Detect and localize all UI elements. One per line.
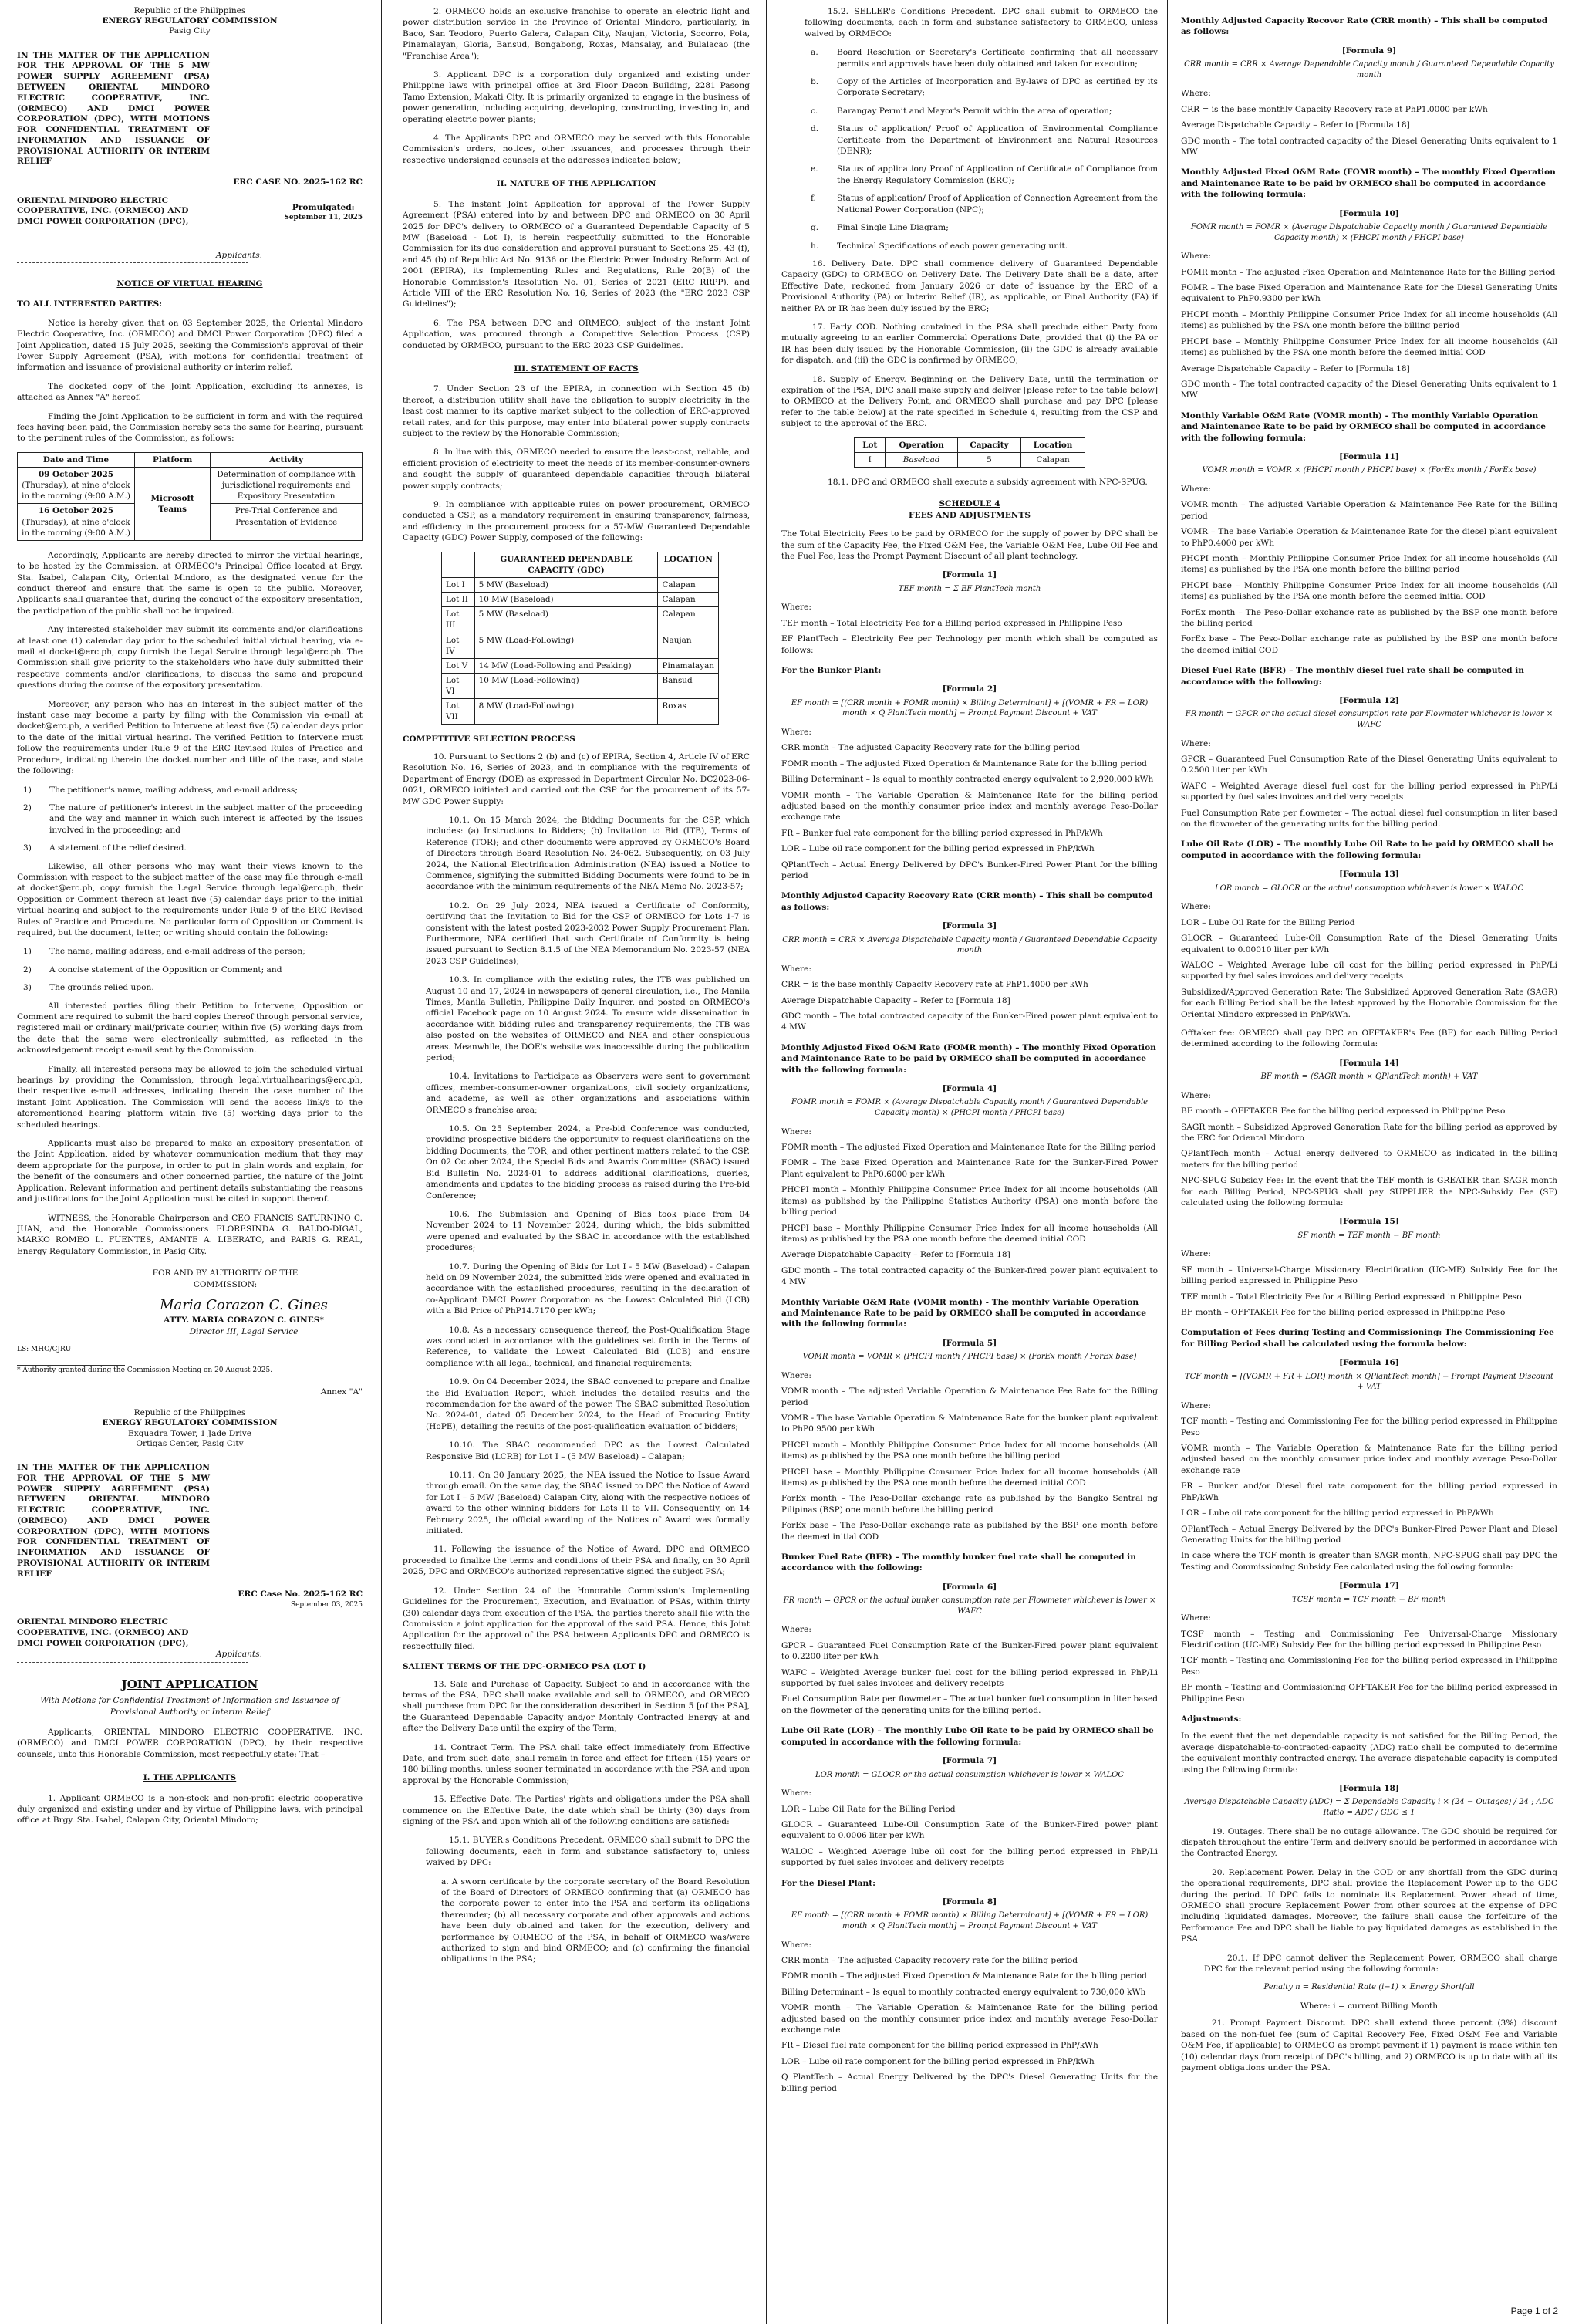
subsection-heading: For the Bunker Plant: (781, 665, 882, 675)
hearing-activity: Pre-Trial Conference and Presentation of Evidence (211, 504, 363, 540)
formula-label: [Formula 12] (1339, 696, 1399, 706)
table-row: Lot IV 5 MW (Load-Following) Naujan (442, 633, 719, 658)
table-row: Lot II 10 MW (Baseload) Calapan (442, 593, 719, 607)
definition: PHCPI base – Monthly Philippine Consumer Price Index for all income households (All items) as published by the PSA one month before the deemed initial COD (1181, 336, 1557, 358)
commission-name: ENERGY REGULATORY COMMISSION (102, 16, 278, 26)
formula-equation: EF month = [(CRR month + FOMR month) × Billing Determinant] + [(VOMR + FR + LOR) month × Q PlantTech month] − Prompt Payment Discount + VAT (791, 698, 1149, 718)
notice-paragraph: Accordingly, Applicants are hereby directed to mirror the virtual hearings, to be hosted by the Commission, at ORMECO's Principal Office located at Brgy. Sta. Isabel, Calapan City, Oriental Mindoro, as the designated venue for the conduct thereof and ensure that the same is open to the public. Moreover, Applicants shall guarantee that, during the conduct of the expository presentation, the participation of the public shall not be impaired. (17, 550, 363, 616)
definition: GPCR – Guaranteed Fuel Consumption Rate of the Diesel Generating Units equivalent to 0.2500 liter per kWh (1181, 755, 1557, 775)
definition: Average Dispatchable Capacity – Refer to [Formula 18] (781, 995, 1010, 1005)
parties: ORIENTAL MINDORO ELECTRIC COOPERATIVE, INC. (ORMECO) AND DMCI POWER CORPORATION (DPC), (17, 1617, 189, 1648)
column-3: 15.2. SELLER's Conditions Precedent. DPC shall submit to ORMECO the following documents, each in form and substance satisfactory to ORMECO, unless waived by ORMECO: a. Board Resolution or Secretary's Certificate confirming that all necessary permits and approvals have been duly obtained and taken for execution; b. Copy of the Articles of Incorporation and By-laws of DPC as certified by its Corporate Secretary; c. Barangay Permit and Mayor's Permit within the area of operation; d. Status of application/ Proof of Application of Environmental Compliance Certificate from the Department of Environment and Natural Resources (DENR); e. Status of application/ Proof of Application of Certificate of Compliance from the Energy Regulatory Commission (ERC); f. Status of application/ Proof of Application of Connection Agreement from the National Power Corporation (NPC); g. Final Single Line Diagram; h. Technical Specifications of each power generating unit. 16. Delivery Date. DPC shall commence delivery of Guaranteed Dependable Capacity (GDC) to ORMECO on Delivery Date. The Delivery Date shall be a date, after Effective Date, reckoned from January 2026 or date of issuance by the ERC of a Provisional Authority (PA) or Interim Relief (IR), as applicable, or Final Authority (FA) if neither PA or IR has been duly issued by the ERC; 17. Early COD. Nothing contained in the PSA shall preclude either Party from mutually agreeing to an earlier Commercial Operations Date, provided that (i) the PA or IR has been duly issued by the Honorable Commission, (ii) the GDC is already available for dispatch, and (iii) the GDC is confirmed by ORMECO; 18. Supply of Energy. Beginning on the Delivery Date, until the termination or expiration of the PSA, DPC shall make supply and deliver [please refer to the table below] to ORMECO at the Delivery Point, and ORMECO shall purchase and pay DPC [please refer to the table below] at the rate specified in Schedule 4, resulting from the CSP and subject to the approval of the ERC. Lot Operation Capacity Location I Baseload 5 Calapan 18.1. DPC and ORMECO shall execute a subsidy agreement with NPC-SPUG. SCHEDULE 4 FEES AND ADJUSTMENTS The Total Electricity Fees to be paid by ORMECO for the supply of power by DPC shall be the sum of the Capacity Fee, the Fixed O&M Fee, the Variable O&M Fee, Lube Oil Fee and the Fuel Fee, less the Prompt Payment Discount of all plant technology. [Formula 1] TEF month = Σ EF PlantTech month Where: TEF month – Total Electricity Fee for a Billing period expressed in Philippine Peso EF PlantTech – Electricity Fee per Technology per month which shall be computed as follows: For the Bunker Plant: [Formula 2] EF month = [(CRR month + FOMR month) × Billing Determinant] + [(VOMR + FR + LOR) month × Q PlantTech month] − Prompt Payment Discount + VAT Where: CRR month – The adjusted Capacity Recovery rate for the billing period FOMR month – The adjusted Fixed Operation & Maintenance Rate for the billing period Billing Determinant – Is equal to monthly contracted energy equivalent to 2,920,000 kWh VOMR month – The Variable Operation & Maintenance Rate for the billing period adjusted based on the monthly consumer price index and monthly average Peso-Dollar exchange rate FR – Bunker fuel rate component for the billing period expressed in PhP/kWh LOR – Lube oil rate component for the billing period expressed in PhP/kWh QPlantTech – Actual Energy Delivered by DPC's Bunker-Fired Power Plant for the billing period Monthly Adjusted Capacity Recovery Rate (CRR month) – This shall be computed as follows: [Formula 3] CRR month = CRR × Average Dispatchable Capacity month / Guaranteed Dependable Capacity month Where: CRR = is the base monthly Capacity Recovery rate at PhP1.4000 per kWh Average Dispatchable Capacity – Refer to [Formula 18] GDC month – The total contracted capacity of the Bunker-Fired power plant equivalent to 4 MW Monthly Adjusted Fixed O&M Rate (FOMR month) – The monthly Fixed Operation and Maintenance Rate to be paid by ORMECO shall be computed in accordance with the following formula: [Formula 4] FOMR month = FOMR × (Average Dispatchable Capacity month / Guaranteed Dependable Capacity month) × (PHCPI month / PHCPI base) Where: FOMR month – The adjusted Fixed Operation and Maintenance Rate for the Billing period FOMR – The base Fixed Operation and Maintenance Rate for the Bunker-Fired Power Plant equivalent to PhP0.6000 per kWh PHCPI month – Monthly Philippine Consumer Price Index for all income households (All items) as published by the Philippine Statistics Authority (PSA) one month before the billing period PHCPI base – Monthly Philippine Consumer Price Index for all income households (All items) as published by the PSA one month before the deemed initial COD Average Dispatchable Capacity – Refer to [Formula 18] GDC month – The total contracted capacity of the Bunker-fired power plant equivalent to 4 MW Monthly Variable O&M Rate (VOMR month) - The monthly Variable Operation and Maintenance Rate to be paid by ORMECO shall be computed in accordance with the following formula: [Formula 5] VOMR month = VOMR × (PHCPI month / PHCPI base) × (ForEx month / ForEx base) Where: VOMR month – The adjusted Variable Operation & Maintenance Fee Rate for the Billing period VOMR - The base Variable Operation & Maintenance Rate for the bunker plant equivalent to PhP0.9500 per kWh PHCPI month – Monthly Philippine Consumer Price Index for all income households (All items) as published by the PSA one month before the billing period PHCPI base – Monthly Philippine Consumer Price Index for all income households (All items) as published by the PSA one month before the deemed initial COD ForEx month – The Peso-Dollar exchange rate as published by the Bangko Sentral ng Pilipinas (BSP) one month before the billing period ForEx base – The Peso-Dollar exchange rate as published by the BSP one month before the deemed initial COD Bunker Fuel Rate (BFR) – The monthly bunker fuel rate shall be computed in accordance with the following: [Formula 6] FR month = GPCR or the actual bunker consumption rate per Flowmeter whichever is lower × WAFC Where: GPCR – Guaranteed Fuel Consumption Rate of the Bunker-Fired power plant equivalent to 0.2200 liter per kWh WAFC – Weighted Average bunker fuel cost for the billing period expressed in PhP/Li supported by fuel sales invoices and delivery receipts Fuel Consumption Rate per flowmeter – The actual bunker fuel consumption in liter based on the flowmeter of the generating units for the billing period. Lube Oil Rate (LOR) – The monthly Lube Oil Rate to be paid by ORMECO shall be computed in accordance with the following formula: [Formula 7] LOR month = GLOCR or the actual consumption whichever is lower × WALOC Where: LOR – Lube Oil Rate for the Billing Period GLOCR – Guaranteed Lube-Oil Consumption Rate of the Bunker-Fired power plant equivalent to 0.0006 liter per kWh WALOC – Weighted Average lube oil cost for the billing period expressed in PhP/Li supported by fuel sales invoices and delivery receipts For the Diesel Plant: [Formula 8] EF month = [(CRR month + FOMR month) × Billing Determinant] + [(VOMR + FR + LOR) month × Q PlantTech month] − Prompt Payment Discount + VAT Where: CRR month – The adjusted Capacity recovery rate for the billing period FOMR month – The adjusted Fixed Operation & Maintenance Rate for the billing period Billing Determinant – Is equal to monthly contracted energy equivalent to 730,000 kWh VOMR month – The Variable Operation & Maintenance Rate for the billing period adjusted based on the monthly consumer price index and monthly average Peso-Dollar exchange rate FR – Diesel fuel rate component for the billing period expressed in PhP/kWh LOR – Lube oil rate component for the billing period expressed in PhP/kWh Q PlantTech – Actual Energy Delivered by the DPC's Diesel Generating Units for the billing period (781, 7, 1158, 2093)
list-item: 3) A statement of the relief desired. (23, 843, 187, 853)
erc-header (17, 6, 363, 37)
definition: VOMR month – The Variable Operation & Maintenance Rate for the billing period adjusted based on the monthly consumer price index and monthly average Peso-Dollar exchange rate (781, 790, 1158, 823)
table-row: Lot III 5 MW (Baseload) Calapan (442, 607, 719, 633)
formula-equation: FR month = GPCR or the actual diesel consumption rate per Flowmeter whichever is lower × WAFC (1185, 710, 1553, 730)
definition: ForEx base – The Peso-Dollar exchange rate as published by the BSP one month before the deemed initial COD (781, 1521, 1158, 1542)
notice-paragraph: Applicants must also be prepared to make an expository presentation of the Joint Application, aided by whatever communication medium that they may deem appropriate for the purpose, in order to put in plain words and explain, for the benefit of the consumers and other concerned parties, the nature of the Joint Application. Relevant information and pertinent details substantiating the reasons and justifications for the Joint Application must be cited in support thereof. (17, 1139, 363, 1204)
republic-line: Republic of the Philippines (133, 1408, 246, 1418)
formula-equation: SF month = TEF month − BF month (1297, 1231, 1441, 1240)
column-divider (381, 0, 382, 2324)
table-row: Lot I 5 MW (Baseload) Calapan (442, 577, 719, 592)
formula-equation: Penalty n = Residential Rate (i−1) × Energy Shortfall (1263, 1983, 1475, 1992)
paragraph: 4. The Applicants DPC and ORMECO may be served with this Honorable Commission's orders, notices, other issuances, and processes through their respective undersigned counsels at the addresses indicated below; (403, 133, 750, 165)
paragraph: a. A sworn certificate by the corporate secretary of the Board Resolution of the Board of Directors of ORMECO confirming that (a) ORMECO has the corporate power to enter into the PSA and perform its obligations thereunder; (b) all necessary corporate and other approvals and actions have been duly obtained and taken for the execution, delivery and performance by ORMECO of the PSA, in behalf of ORMECO was/were authorized to sign and bind ORMECO; and (c) confirming the financial obligations in the PSA; (441, 1876, 750, 1964)
subsection-heading: Diesel Fuel Rate (BFR) – The monthly diesel fuel rate shall be computed in accordance with the following: (1181, 666, 1524, 687)
formula-label: [Formula 16] (1339, 1358, 1399, 1368)
caption-rule (17, 1662, 248, 1663)
paragraph: 16. Delivery Date. DPC shall commence delivery of Guaranteed Dependable Capacity (GDC) to ORMECO on Delivery Date. The Delivery Date shall be a date, after Effective Date, reckoned from January 2026 or date of issuance by the ERC of a Provisional Authority (PA) or Interim Relief (IR), as applicable, or Final Authority (FA) if neither PA or IR has been duly issued by the ERC; (781, 258, 1158, 313)
notice-paragraph: All interested parties filing their Petition to Intervene, Opposition or Comment are required to submit the hard copies thereof through personal service, registered mail or ordinary mail/private courier, within five (5) working days from the date that the same were electronically submitted, as reflected in the acknowledgement receipt e-mail sent by the Commission. (17, 1001, 363, 1056)
paragraph: 14. Contract Term. The PSA shall take effect immediately from Effective Date, and from such date, shall remain in force and effect for fifteen (15) years or 180 billing months, unless sooner terminated in accordance with the PSA and upon approval by the Honorable Commission; (403, 1742, 750, 1785)
notice-paragraph: Finally, all interested persons may be allowed to join the scheduled virtual hearings by providing the Commission, through legal.virtualhearings@erc.ph, their respective e-mail addresses, indicating therein the case number of the instant Joint Application. The Commission will send the access link/s to the aforementioned hearing platform within five (5) working days prior to the scheduled hearings. (17, 1064, 363, 1130)
schedule-subheading: FEES AND ADJUSTMENTS (909, 510, 1031, 520)
definition: PHCPI month – Monthly Philippine Consumer Price Index for all income households (All items) as published by the Philippine Statistics Authority (PSA) one month before the billing period (781, 1185, 1158, 1218)
paragraph: In the event that the net dependable capacity is not satisfied for the Billing Period, the average dispatchable-to-contracted-capacity (ADC) ratio shall be computed to determine the equivalent monthly contracted energy. The average dispatchable capacity is computed using the following formula: (1181, 1731, 1557, 1775)
subsection-heading: Computation of Fees during Testing and Commissioning: The Commissioning Fee for Billing Period shall be calculated using the formula below: (1181, 1328, 1554, 1349)
notice-paragraph: Moreover, any person who has an interest in the subject matter of the instant case may become a party by filing with the Commission via e-mail at docket@erc.ph, a verified Petition to Intervene at least five (5) calendar days prior to the date of the initial virtual hearing. The verified Petition to Intervene must follow the requirements under Rule 9 of the ERC Revised Rules of Practice and Procedure, indicating therein the docket number and title of the case, and state the following: (17, 699, 363, 776)
definition: PHCPI month – Monthly Philippine Consumer Price Index for all income households (All items) as published by the PSA one month before the billing period (1181, 553, 1557, 575)
paragraph: 10.11. On 30 January 2025, the NEA issued the Notice to Issue Award through email. On the same day, the SBAC issued to DPC the Notice of Award for Lot I – 5 MW (Baseload) Calapan City, along with the respective notices of award to the other winning bidders for Lots II to VII. Consequently, on 14 February 2025, the official awarding of the Notices of Award was formally initiated. (426, 1471, 750, 1536)
definition: FOMR month – The adjusted Fixed Operation & Maintenance Rate for the billing period (781, 758, 1147, 768)
paragraph: 10.6. The Submission and Opening of Bids took place from 04 November 2024 to 11 November 2024, during which, the bids submitted were opened and evaluated by the SBAC in accordance with the established procedures; (426, 1209, 750, 1253)
formula-equation: TCSF month = TCF month − BF month (1292, 1595, 1446, 1604)
definition: QPlantTech month – Actual energy delivered to ORMECO as indicated in the billing meters for the billing period (1181, 1149, 1557, 1170)
definition: QPlantTech – Actual Energy Delivered by DPC's Bunker-Fired Power Plant for the billing period (781, 860, 1158, 880)
definition: Billing Determinant – Is equal to monthly contracted energy equivalent to 730,000 kWh (781, 1987, 1146, 1997)
definition: Fuel Consumption Rate per flowmeter – The actual diesel fuel consumption in liter based on the flowmeter of the generating units for the billing period. (1181, 808, 1557, 829)
list-item: 1) The name, mailing address, and e-mail address of the person; (23, 947, 305, 957)
paragraph: The Total Electricity Fees to be paid by ORMECO for the supply of power by DPC shall be the sum of the Capacity Fee, the Fixed O&M Fee, the Variable O&M Fee, Lube Oil Fee and the Fuel Fee, less the Prompt Payment Discount of all plant technology. (781, 529, 1158, 561)
list-item: e. Status of application/ Proof of Application of Certificate of Compliance from the Energy Regulatory Commission (ERC); (811, 164, 1158, 185)
paragraph: Offtaker fee: ORMECO shall pay DPC an OFFTAKER's Fee (BF) for each Billing Period determined according to the following formula: (1181, 1028, 1557, 1049)
subsection-heading: Lube Oil Rate (LOR) – The monthly Lube Oil Rate to be paid by ORMECO shall be computed in accordance with the following formula: (1181, 839, 1553, 860)
definition: FOMR month – The adjusted Fixed Operation and Maintenance Rate for the Billing period (781, 1143, 1156, 1153)
definition: BF month – Testing and Commissioning OFFTAKER Fee for the billing period expressed in Philippine Peso (1181, 1683, 1557, 1704)
list-item: h. Technical Specifications of each power generating unit. (811, 241, 1068, 251)
paragraph: 7. Under Section 23 of the EPIRA, in connection with Section 45 (b) thereof, a distribution utility shall have the obligation to supply electricity in the least cost manner to its captive market subject to the collection of ERC-approved retail rates, and for this purpose, may enter into bilateral power supply contracts subject to the review by the Honorable Commission; (403, 384, 750, 438)
definition: LOR – Lube oil rate component for the billing period expressed in PhP/kWh (1181, 1508, 1494, 1518)
paragraph: 15. Effective Date. The Parties' rights and obligations under the PSA shall commence on the Effective Date, the date which shall be thirty (30) days from signing of the PSA and upon which all of the following conditions are satisfied: (403, 1795, 750, 1827)
table-row: I Baseload 5 Calapan (855, 452, 1085, 467)
column-1 (17, 6, 363, 2302)
subsection-heading: Monthly Adjusted Capacity Recovery Rate (CRR month) – This shall be computed as follows: (781, 891, 1153, 912)
paragraph: 18. Supply of Energy. Beginning on the Delivery Date, until the termination or expiration of the PSA, DPC shall make supply and deliver [please refer to the table below] to ORMECO at the Delivery Point, and ORMECO shall purchase and pay DPC [please refer to the table below] at the rate specified in Schedule 4, resulting from the CSP and subject to the approval of the ERC. (781, 374, 1158, 429)
promulgated (284, 202, 363, 223)
column-4: Monthly Adjusted Capacity Recover Rate (CRR month) – This shall be computed as follows: [Formula 9] CRR month = CRR × Average Dependable Capacity month / Guaranteed Dependable Capacity month Where: CRR = is the base monthly Capacity Recovery rate at PhP1.0000 per kWh Average Dispatchable Capacity – Refer to [Formula 18] GDC month – The total contracted capacity of the Diesel Generating Units equivalent to 1 MW Monthly Adjusted Fixed O&M Rate (FOMR month) – The monthly Fixed Operation and Maintenance Rate to be paid by ORMECO shall be computed in accordance with the following formula: [Formula 10] FOMR month = FOMR × (Average Dispatchable Capacity month / Guaranteed Dependable Capacity month) × (PHCPI month / PHCPI base) Where: FOMR month – The adjusted Fixed Operation and Maintenance Rate for the Billing period FOMR – The base Fixed Operation and Maintenance Rate for the Diesel Generating Units equivalent to PhP0.9300 per kWh PHCPI month – Monthly Philippine Consumer Price Index for all income households (All items) as published by the PSA one month before the billing period PHCPI base – Monthly Philippine Consumer Price Index for all income households (All items) as published by the PSA one month before the deemed initial COD Average Dispatchable Capacity – Refer to [Formula 18] GDC month – The total contracted capacity of the Diesel Generating Units equivalent to 1 MW Monthly Variable O&M Rate (VOMR month) - The monthly Variable Operation and Maintenance Rate to be paid by ORMECO shall be computed in accordance with the following formula: [Formula 11] VOMR month = VOMR × (PHCPI month / PHCPI base) × (ForEx month / ForEx base) Where: VOMR month – The adjusted Variable Operation & Maintenance Fee Rate for the Billing period VOMR – The base Variable Operation & Maintenance Rate for the diesel plant equivalent to PhP0.4000 per kWh PHCPI month – Monthly Philippine Consumer Price Index for all income households (All items) as published by the PSA one month before the billing period PHCPI base – Monthly Philippine Consumer Price Index for all income households (All items) as published by the PSA one month before the deemed initial COD ForEx month – The Peso-Dollar exchange rate as published by the BSP one month before the billing period ForEx base – The Peso-Dollar exchange rate as published by the BSP one month before the deemed initial COD Diesel Fuel Rate (BFR) – The monthly diesel fuel rate shall be computed in accordance with the following: [Formula 12] FR month = GPCR or the actual diesel consumption rate per Flowmeter whichever is lower × WAFC Where: GPCR – Guaranteed Fuel Consumption Rate of the Diesel Generating Units equivalent to 0.2500 liter per kWh WAFC – Weighted Average diesel fuel cost for the billing period expressed in PhP/Li supported by fuel sales invoices and delivery receipts Fuel Consumption Rate per flowmeter – The actual diesel fuel consumption in liter based on the flowmeter of the generating units for the billing period. Lube Oil Rate (LOR) – The monthly Lube Oil Rate to be paid by ORMECO shall be computed in accordance with the following formula: [Formula 13] LOR month = GLOCR or the actual consumption whichever is lower × WALOC Where: LOR – Lube Oil Rate for the Billing Period GLOCR – Guaranteed Lube-Oil Consumption Rate of the Diesel Generating Units equivalent to 0.00010 liter per kWh WALOC – Weighted Average lube oil cost for the billing period expressed in PhP/Li supported by fuel sales invoices and delivery receipts Subsidized/Approved Generation Rate: The Subsidized Approved Generation Rate (SAGR) for each Billing Period shall be the latest approved by the Honorable Commission for the Oriental Mindoro expressed in PhP/kWh. Offtaker fee: ORMECO shall pay DPC an OFFTAKER's Fee (BF) for each Billing Period determined according to the following formula: [Formula 14] BF month = (SAGR month × QPlantTech month) + VAT Where: BF month – OFFTAKER Fee for the billing period expressed in Philippine Peso SAGR month – Subsidized Approved Generation Rate for the billing period as approved by the ERC for Oriental Mindoro QPlantTech month – Actual energy delivered to ORMECO as indicated in the billing meters for the billing period NPC-SPUG Subsidy Fee: In the event that the TEF month is GREATER than SAGR month for each Billing Period, NPC-SPUG shall pay SUPPLIER the NPC-Subsidy Fee (SF) calculated using the following formula: [Formula 15] SF month = TEF month − BF month Where: SF month – Universal-Charge Missionary Electrification (UC-ME) Subsidy Fee for the billing period expressed in Philippine Peso TEF month – Total Electricity Fee for a Billing Period expressed in Philippine Peso BF month – OFFTAKER Fee for the billing period expressed in Philippine Peso Computation of Fees during Testing and Commissioning: The Commissioning Fee for Billing Period shall be calculated using the formula below: [Formula 16] TCF month = [(VOMR + FR + LOR) month × QPlantTech month] − Prompt Payment Discount + VAT Where: TCF month – Testing and Commissioning Fee for the billing period expressed in Philippine Peso VOMR month – The Variable Operation & Maintenance Rate for the billing period adjusted based on the monthly consumer price index and monthly average Peso-Dollar exchange rate FR – Bunker and/or Diesel fuel rate component for the billing period expressed in PhP/kWh LOR – Lube oil rate component for the billing period expressed in PhP/kWh QPlantTech – Actual Energy Delivered by the DPC's Bunker-Fired Power Plant and Diesel Generating Units for the billing period In case where the TCF month is greater than SAGR month, NPC-SPUG shall pay DPC the Testing and Commissioning Subsidy Fee calculated using the following formula: [Formula 17] TCSF month = TCF month − BF month Where: TCSF month – Testing and Commissioning Fee Universal-Charge Missionary Electrification (UC-ME) Subsidy Fee for the billing period expressed in Philippine Peso TCF month – Testing and Commissioning Fee for the billing period expressed in Philippine Peso BF month – Testing and Commissioning OFFTAKER Fee for the billing period expressed in Philippine Peso Adjustments: In the event that the net dependable capacity is not satisfied for the Billing Period, the average dispatchable-to-contracted-capacity (ADC) ratio shall be computed to determine the equivalent monthly contracted energy. The average dispatchable capacity is computed using the following formula: [Formula 18] Average Dispatchable Capacity (ADC) = Σ Dependable Capacity i × (24 − Outages) / 24 ; ADC Ratio = ADC / GDC ≤ 1 19. Outages. There shall be no outage allowance. The GDC should be required for dispatch throughout the entire Term and delivery should be performed in accordance with the Contracted Energy. 20. Replacement Power. Delay in the COD or any shortfall from the GDC during the operational requirements, DPC shall provide the Replacement Power up to the GDC during the period. If DPC fails to nominate its Replacement Power ahead of time, ORMECO shall procure Replacement Power from other sources at the expense of DPC including liquidated damages. Moreover, the failure shall cause the forfeiture of the Performance Fee and DPC shall be liable to pay liquidated damages as established in the PSA. 20.1. If DPC cannot deliver the Replacement Power, ORMECO shall charge DPC for the relevant period using the following formula: Penalty n = Residential Rate (i−1) × Energy Shortfall Where: i = current Billing Month 21. Prompt Payment Discount. DPC shall extend three percent (3%) discount based on the non-fuel fee (sum of Capital Recovery Fee, Fixed O&M Fee and Variable O&M Fee, if applicable) to ORMECO as prompt payment if 1) payment is made within ten (10) calendar days from receipt of DPC's billing, and 2) ORMECO is up to date with all its payment obligations under the PSA. (1181, 16, 1557, 2073)
table-header: GUARANTEED DEPENDABLE CAPACITY (GDC) (474, 552, 658, 577)
definition: Billing Determinant – Is equal to monthly contracted energy equivalent to 2,920,000 kWh (781, 775, 1154, 785)
definition: WAFC – Weighted Average bunker fuel cost for the billing period expressed in PhP/Li supported by fuel sales invoices and delivery receipts (781, 1667, 1158, 1689)
schedule-heading: SCHEDULE 4 (939, 499, 1000, 509)
list-item: 3) The grounds relied upon. (23, 983, 154, 993)
paragraph: 2. ORMECO holds an exclusive franchise to operate an electric light and power distribution service in the Province of Oriental Mindoro, particularly, in Baco, San Teodoro, Puerto Galera, Calapan City, Naujan, Victoria, Socorro, Pola, Pinamalayan, Gloria, Bansud, Bongabong, Roxas, Mansalay, and Bulalacao (the "Franchise Area"); (403, 7, 750, 61)
parties-block (17, 196, 363, 250)
definition: Average Dispatchable Capacity – Refer to [Formula 18] (1181, 363, 1410, 373)
paragraph: 20. Replacement Power. Delay in the COD or any shortfall from the GDC during the operational requirements, DPC shall provide the Replacement Power up to the GDC during the period. If DPC fails to nominate its Replacement Power ahead of time, ORMECO shall procure Replacement Power from other sources at the expense of DPC including liquidated damages. Moreover, the failure shall cause the forfeiture of the Performance Fee and DPC shall be liable to pay liquidated damages as established in the PSA. (1181, 1867, 1557, 1944)
promulgated-label: Promulgated: (292, 202, 355, 212)
definition: TEF month – Total Electricity Fee for a Billing period expressed in Philippine Peso (781, 618, 1122, 628)
definition: Q PlantTech – Actual Energy Delivered by the DPC's Diesel Generating Units for the billing period (781, 2072, 1158, 2093)
table-header: LOCATION (658, 552, 719, 577)
definition: SAGR month – Subsidized Approved Generation Rate for the billing period as approved by the ERC for Oriental Mindoro (1181, 1122, 1557, 1143)
paragraph: 10.3. In compliance with the existing rules, the ITB was published on August 10 and 17, 2024 in newspapers of general circulation, i.e., The Manila Times, Manila Bulletin, Philippine Daily Inquirer, and posted on ORMECO's official Facebook page on 10 August 2024. To ensure wide dissemination in accordance with bidding rules and transparency requirements, the ITB was also posted on the websites of ORMECO and NEA and other conspicuous areas. Meanwhile, the DOE's website was inaccessible during the publication period; (426, 975, 750, 1063)
initials: LS: MHO/CJRU (17, 1346, 72, 1354)
definition: GDC month – The total contracted capacity of the Bunker-Fired power plant equivalent to 4 MW (781, 1012, 1158, 1032)
signature-block (17, 1268, 363, 1337)
table-header: Date and Time (18, 452, 135, 467)
applicants-label: Applicants. (215, 1650, 262, 1660)
definition: Average Dispatchable Capacity – Refer to [Formula 18] (781, 1250, 1010, 1260)
list-item: 1) The petitioner's name, mailing address, and e-mail address; (23, 785, 298, 795)
paragraph: 10.9. On 04 December 2024, the SBAC convened to prepare and finalize the Bid Evaluation Report, which includes the detailed results and the recommendation for the award of the power. The SBAC submitted Resolution No. 2024-01, dated 05 December 2024, to the Head of Procuring Entity (HoPE), detailing the results of the post-qualification evaluation of bidders; (426, 1377, 750, 1431)
subsection-heading: Monthly Variable O&M Rate (VOMR month) - The monthly Variable Operation and Maintenance Rate to be paid by ORMECO shall be computed in accordance with the following formula: (781, 1297, 1146, 1329)
list-item: a. Board Resolution or Secretary's Certificate confirming that all necessary permits and approvals have been duly obtained and taken for execution; (811, 48, 1158, 69)
paragraph: 13. Sale and Purchase of Capacity. Subject to and in accordance with the terms of the PSA, DPC shall make available and sell to ORMECO, and ORMECO shall purchase from DPC for the consideration described in Section 5 [of the PSA], the Guaranteed Dependable Capacity and/or Monthly Contracted Energy at and after the Delivery Date until the expiry of the Term; (403, 1679, 750, 1734)
definition: BF month – OFFTAKER Fee for the billing period expressed in Philippine Peso (1181, 1106, 1506, 1116)
page-number: Page 1 of 2 (1510, 2305, 1558, 2316)
supply-table: Lot Operation Capacity Location I Baseload 5 Calapan (854, 437, 1085, 468)
column-divider (766, 0, 767, 2324)
formula-equation: CRR month = CRR × Average Dispatchable Capacity month / Guaranteed Dependable Capacity month (782, 935, 1157, 955)
paragraph: 10.4. Invitations to Participate as Observers were sent to government offices, member-consumer-owner organizations, civil society organizations, and academe, as well as other organizations and associations within ORMECO's franchise area; (426, 1072, 750, 1115)
joint-intro: Applicants, ORIENTAL MINDORO ELECTRIC COOPERATIVE, INC. (ORMECO) and DMCI POWER CORPORATION (DPC), by their respective counsels, unto this Honorable Commission, most respectfully state: That – (17, 1728, 363, 1759)
paragraph: 21. Prompt Payment Discount. DPC shall extend three percent (3%) discount based on the non-fuel fee (sum of Capital Recovery Fee, Fixed O&M Fee and Variable O&M Fee, if applicable) to ORMECO as prompt payment if 1) payment is made within ten (10) calendar days from receipt of DPC's billing, and 2) ORMECO is up to date with all its payment obligations under the PSA. (1181, 2018, 1557, 2073)
caption-rule (17, 262, 248, 263)
formula-equation: Average Dispatchable Capacity (ADC) = Σ Dependable Capacity i × (24 − Outages) / 24 ; ADC Ratio = ADC / GDC ≤ 1 (1184, 1798, 1554, 1817)
definition: FOMR month – The adjusted Fixed Operation & Maintenance Rate for the billing period (781, 1971, 1147, 1981)
hearing-platform: Microsoft Teams (134, 467, 210, 540)
formula-label: [Formula 1] (942, 570, 997, 580)
case-number-annex: ERC Case No. 2025-162 RC September 03, 2025 (17, 1589, 363, 1610)
list-item: d. Status of application/ Proof of Application of Environmental Compliance Certificate from the Department of Environment and Natural Resources (DENR); (811, 124, 1158, 157)
joint-application-subtitle: With Motions for Confidential Treatment of Information and Issuance of Provisional Authority or Interim Relief (40, 1696, 339, 1717)
definition: GDC month – The total contracted capacity of the Diesel Generating Units equivalent to 1 MW (1181, 379, 1557, 400)
erc-header-annex (17, 1408, 363, 1449)
subsection-heading: Lube Oil Rate (LOR) – The monthly Lube Oil Rate to be paid by ORMECO shall be computed in accordance with the following formula: (781, 1726, 1154, 1747)
table-row (18, 467, 363, 503)
formula-label: [Formula 7] (942, 1756, 997, 1766)
table-row: Lot V 14 MW (Load-Following and Peaking) Pinamalayan (442, 658, 719, 673)
list-item: g. Final Single Line Diagram; (811, 223, 949, 233)
paragraph: 10.2. On 29 July 2024, NEA issued a Certificate of Conformity, certifying that the Invitation to Bid for the CSP of ORMECO for Lots 1-7 is consistent with the latest posted 2023-2032 Power Supply Procurement Plan. Furthermore, NEA certified that such Certificate of Conformity is being issued pursuant to Section 8.1.5 of the NEA Memorandum No. 2023-57 (NEA 2023 CSP Guidelines); (426, 900, 750, 966)
definition: SF month – Universal-Charge Missionary Electrification (UC-ME) Subsidy Fee for the billing period expressed in Philippine Peso (1181, 1265, 1557, 1286)
paragraph: Subsidized/Approved Generation Rate: The Subsidized Approved Generation Rate (SAGR) for each Billing Period shall be the latest approved by the Honorable Commission for the Oriental Mindoro expressed in PhP/kWh. (1181, 987, 1557, 1019)
section-heading: I. THE APPLICANTS (143, 1773, 237, 1783)
formula-equation: TEF month = Σ EF PlantTech month (898, 584, 1041, 593)
to-all-parties: TO ALL INTERESTED PARTIES: (17, 299, 163, 309)
formula-label: [Formula 5] (942, 1338, 997, 1348)
signature-image: Maria Corazon C. Gines (160, 1296, 328, 1313)
section-heading: III. STATEMENT OF FACTS (514, 363, 639, 373)
table-header: Activity (211, 452, 363, 467)
definition: PHCPI month – Monthly Philippine Consumer Price Index for all income households (All items) as published by the PSA one month before the billing period (781, 1440, 1158, 1461)
formula-label: [Formula 10] (1339, 208, 1399, 218)
formula-equation: BF month = (SAGR month × QPlantTech month) + VAT (1260, 1072, 1478, 1082)
column-divider (1167, 0, 1168, 2324)
hearing-time: (Thursday), at nine o'clock in the morning (9:00 A.M.) (22, 481, 130, 502)
parties: ORIENTAL MINDORO ELECTRIC COOPERATIVE, INC. (ORMECO) AND DMCI POWER CORPORATION (DPC), (17, 195, 189, 227)
definition: WALOC – Weighted Average lube oil cost for the billing period expressed in PhP/Li supported by fuel sales invoices and delivery receipts (781, 1846, 1158, 1868)
formula-label: [Formula 15] (1339, 1217, 1399, 1227)
paragraph: 20.1. If DPC cannot deliver the Replacement Power, ORMECO shall charge DPC for the relevant period using the following formula: (1204, 1953, 1557, 1974)
annex-label: Annex "A" (320, 1387, 363, 1397)
paragraph: 19. Outages. There shall be no outage allowance. The GDC should be required for dispatch throughout the entire Term and delivery should be performed in accordance with the Contracted Energy. (1181, 1826, 1557, 1859)
formula-equation: FOMR month = FOMR × (Average Dispatchable Capacity month / Guaranteed Dependable Capacity month) × (PHCPI month / PHCPI base) (1190, 223, 1548, 242)
definition: CRR month – The adjusted Capacity recovery rate for the billing period (781, 1955, 1078, 1965)
definition: GLOCR – Guaranteed Lube-Oil Consumption Rate of the Bunker-Fired power plant equivalent to 0.0006 liter per kWh (781, 1819, 1158, 1841)
applicants-label: Applicants. (215, 250, 262, 260)
definition: VOMR - The base Variable Operation & Maintenance Rate for the bunker plant equivalent to PhP0.9500 per kWh (781, 1413, 1158, 1434)
hearing-date: 16 October 2025 (38, 506, 114, 516)
definition: GDC month – The total contracted capacity of the Bunker-fired power plant equivalent to 4 MW (781, 1265, 1158, 1287)
paragraph: 11. Following the issuance of the Notice of Award, DPC and ORMECO proceeded to finalize the terms and conditions of their PSA and finally, on 30 April 2025, DPC and ORMECO's authorized representative signed the subject PSA; (403, 1545, 750, 1577)
formula-label: [Formula 17] (1339, 1581, 1399, 1591)
formula-equation: LOR month = GLOCR or the actual consumption whichever is lower × WALOC (1214, 883, 1524, 893)
paragraph: NPC-SPUG Subsidy Fee: In the event that the TEF month is GREATER than SAGR month for each Billing Period, NPC-SPUG shall pay SUPPLIER the NPC-Subsidy Fee (SF) calculated using the following formula: (1181, 1176, 1557, 1208)
case-caption: IN THE MATTER OF THE APPLICATION FOR THE APPROVAL OF THE 5 MW POWER SUPPLY AGREEMENT (PSA) BETWEEN ORIENTAL MINDORO ELECTRIC COOPERATIVE, INC. (ORMECO) AND DMCI POWER CORPORATION (DPC), WITH MOTIONS FOR CONFIDENTIAL TREATMENT OF INFORMATION AND ISSUANCE OF PROVISIONAL AUTHORITY OR INTERIM RELIEF (17, 50, 210, 167)
formula-equation: VOMR month = VOMR × (PHCPI month / PHCPI base) × (ForEx month / ForEx base) (802, 1353, 1137, 1362)
formula-label: [Formula 3] (942, 921, 997, 931)
definition: CRR month – The adjusted Capacity Recovery rate for the billing period (781, 743, 1080, 753)
subsection-heading: Monthly Adjusted Fixed O&M Rate (FOMR month) – The monthly Fixed Operation and Maintenance Rate to be paid by ORMECO shall be computed in accordance with the following formula: (1181, 167, 1556, 200)
city-line: Pasig City (169, 26, 211, 36)
definition: WAFC – Weighted Average diesel fuel cost for the billing period expressed in PhP/Li supported by fuel sales invoices and delivery receipts (1181, 781, 1557, 802)
definition: WALOC – Weighted Average lube oil cost for the billing period expressed in PhP/Li supported by fuel sales invoices and delivery receipts (1181, 960, 1557, 981)
definition: TCSF month – Testing and Commissioning Fee Universal-Charge Missionary Electrification (UC-ME) Subsidy Fee for the billing period expressed in Philippine Peso (1181, 1629, 1557, 1650)
formula-label: [Formula 14] (1339, 1058, 1399, 1068)
joint-application-title: JOINT APPLICATION (121, 1677, 258, 1691)
definition: ForEx base – The Peso-Dollar exchange rate as published by the BSP one month before the deemed initial COD (1181, 634, 1557, 655)
list-item: 2) A concise statement of the Opposition or Comment; and (23, 964, 282, 975)
paragraph: 5. The instant Joint Application for approval of the Power Supply Agreement (PSA) entered into by and between DPC and ORMECO on 30 April 2025 for DPC's delivery to ORMECO of a Guaranteed Dependable Capacity of 5 MW (Baseload - Lot I), is herein respectfully submitted to the Honorable Commission for its due consideration and approval pursuant to Sections 25, 43 (f), and 45 (b) of Republic Act No. 9136 or the Electric Power Industry Reform Act of 2001 (EPIRA), its Implementing Rules and Regulations, Rule 20(B) of the Honorable Commission's Resolution No. 01, Series of 2021 (ERC RRPP), and Article VIII of the ERC Resolution No. 16, Series of 2023 (the "ERC 2023 CSP Guidelines"); (403, 199, 750, 309)
hearing-date: 09 October 2025 (38, 469, 114, 479)
definition: FR – Bunker fuel rate component for the billing period expressed in PhP/kWh (781, 828, 1103, 838)
paragraph: 10.7. During the Opening of Bids for Lot I - 5 MW (Baseload) - Calapan held on 09 November 2024, the submitted bids were opened and evaluated in accordance with the established procedures, resulting in the declaration of co-Applicant DMCI Power Corporation as the Lowest Calculated Bid (LCB) with a Bid Price of PhP14.7170 per kWh; (426, 1262, 750, 1316)
notice-paragraph: Any interested stakeholder may submit its comments and/or clarifications at least one (1) calendar day prior to the scheduled initial virtual hearing, via e-mail at docket@erc.ph, copy furnish the Legal Service through legal@erc.ph. The Commission shall give priority to the stakeholders who have duly submitted their respective comments and/or clarifications, to discuss the same and propound questions during the course of the expository presentation. (17, 625, 363, 691)
paragraph: 3. Applicant DPC is a corporation duly organized and existing under Philippine laws with principal office at 3rd Floor Dacon Building, 2281 Pasong Tamo Extension, Makati City. It is primarily organized to engage in the business of power generation, including acquiring, developing, constructing, investing in, and operating electric power plants; (403, 70, 750, 124)
definition: PHCPI base – Monthly Philippine Consumer Price Index for all income households (All items) as published by the PSA one month before the deemed initial COD (781, 1223, 1158, 1244)
commission-name: ENERGY REGULATORY COMMISSION (102, 1418, 278, 1428)
paragraph: 8. In line with this, ORMECO needed to ensure the least-cost, reliable, and efficient provision of electricity to meet the needs of its member-consumer-owners and sought the supply of guaranteed dependable capacities through bilateral power supply contracts; (403, 448, 750, 491)
formula-equation: FR month = GPCR or the actual bunker consumption rate per Flowmeter whichever is lower × WAFC (783, 1596, 1156, 1616)
paragraph: 10.1. On 15 March 2024, the Bidding Documents for the CSP, which includes: (a) Instructions to Bidders; (b) Invitation to Bid (ITB), Terms of Reference (TOR); and other documents were approved by ORMECO's Board of Directors through Board Resolution No. 24-062. Subsequently, on 03 July 2024, the National Electrification Administration (NEA) issued a Notice to Commence, signifying the submitted Bidding Documents were found to be in accordance with the minimum requirements of the NEA Memo No. 2023-57; (426, 815, 750, 892)
paragraph: In case where the TCF month is greater than SAGR month, NPC-SPUG shall pay DPC the Testing and Commissioning Subsidy Fee calculated using the following formula: (1181, 1551, 1557, 1572)
definition: FOMR – The base Fixed Operation and Maintenance Rate for the Diesel Generating Units equivalent to PhP0.9300 per kWh (1181, 283, 1557, 304)
republic-line: Republic of the Philippines (133, 6, 246, 15)
definition: VOMR month – The Variable Operation & Maintenance Rate for the billing period adjusted based on the monthly consumer price index and monthly average Peso-Dollar exchange rate (1181, 1444, 1557, 1475)
definition: FOMR month – The adjusted Fixed Operation and Maintenance Rate for the Billing period (1181, 267, 1556, 277)
formula-label: [Formula 6] (942, 1582, 997, 1592)
definition: TEF month – Total Electricity Fee for a Billing Period expressed in Philippine Peso (1181, 1292, 1522, 1302)
witness-paragraph: WITNESS, the Honorable Chairperson and CEO FRANCIS SATURNINO C. JUAN, and the Honorable Commissioners FLORESINDA G. BALDO-DIGAL, MARKO ROMEO L. FUENTES, AMANTE A. LIBERATO, and PARIS G. REAL, Energy Regulatory Commission, in Pasig City. (17, 1213, 363, 1256)
paragraph: 10.10. The SBAC recommended DPC as the Lowest Calculated Responsive Bid (LCRB) for Lot I – (5 MW Baseload) – Calapan; (426, 1441, 750, 1461)
case-caption: IN THE MATTER OF THE APPLICATION FOR THE APPROVAL OF THE 5 MW POWER SUPPLY AGREEMENT (PSA) BETWEEN ORIENTAL MINDORO ELECTRIC COOPERATIVE, INC. (ORMECO) AND DMCI POWER CORPORATION (DPC), WITH MOTIONS FOR CONFIDENTIAL TREATMENT OF INFORMATION AND ISSUANCE OF PROVISIONAL AUTHORITY OR INTERIM RELIEF (17, 1463, 210, 1579)
signatory-name: ATTY. MARIA CORAZON C. GINES* (164, 1316, 324, 1326)
table-row: Lot VI 10 MW (Load-Following) Bansud (442, 673, 719, 698)
subsection-heading: Adjustments: (1181, 1714, 1242, 1724)
list-item: c. Barangay Permit and Mayor's Permit within the area of operation; (811, 106, 1112, 116)
definition: LOR – Lube Oil Rate for the Billing Period (1181, 917, 1355, 927)
paragraph: 10.5. On 25 September 2024, a Pre-bid Conference was conducted, providing prospective bidders the opportunity to request clarifications on the bidding Documents, the TOR, and other pertinent matters related to the CSP. On 02 October 2024, the Special Bids and Awards Committee (SBAC) issued Bid Bulletin No. 2024-01 to address additional clarifications, queries, amendments and updates to the bidding process as raised during the Pre-bid Conference; (426, 1124, 750, 1201)
definition: BF month – OFFTAKER Fee for the billing period expressed in Philippine Peso (1181, 1308, 1506, 1318)
definition: ForEx month – The Peso-Dollar exchange rate as published by the Bangko Sentral ng Pilipinas (BSP) one month before the billing period (781, 1494, 1158, 1515)
definition: PHCPI base – Monthly Philippine Consumer Price Index for all income households (All items) as published by the PSA one month before the deemed initial COD (1181, 580, 1557, 602)
formula-equation: LOR month = GLOCR or the actual consumption whichever is lower × WALOC (815, 1770, 1125, 1779)
paragraph: 15.1. BUYER's Conditions Precedent. ORMECO shall submit to DPC the following documents, each in form and substance satisfactory to, unless waived by DPC: (426, 1836, 750, 1868)
subsection-heading: Monthly Variable O&M Rate (VOMR month) - The monthly Variable Operation and Maintenance Rate to be paid by ORMECO shall be computed in accordance with the following formula: (1181, 410, 1546, 443)
authority-line: FOR AND BY AUTHORITY OF THE COMMISSION: (152, 1268, 299, 1289)
notice-paragraph: The docketed copy of the Joint Application, excluding its annexes, is attached as Annex "A" hereof. (17, 381, 363, 403)
paragraph: 10.8. As a necessary consequence thereof, the Post-Qualification Stage was conducted in accordance with the guidelines set forth in the Terms of Reference, to validate the Lowest Calculated Bid (LCB) and ensure compliance with all legal, technical, and financial requirements; (426, 1325, 750, 1368)
subsection-heading: Monthly Adjusted Fixed O&M Rate (FOMR month) – The monthly Fixed Operation and Maintenance Rate to be paid by ORMECO shall be computed in accordance with the following formula: (781, 1042, 1156, 1075)
section-heading: II. NATURE OF THE APPLICATION (496, 179, 656, 189)
definition: VOMR month – The adjusted Variable Operation & Maintenance Fee Rate for the Billing period (1181, 500, 1557, 521)
definition: Fuel Consumption Rate per flowmeter – The actual bunker fuel consumption in liter based on the flowmeter of the generating units for the billing period. (781, 1694, 1158, 1715)
subsection-heading: SALIENT TERMS OF THE DPC-ORMECO PSA (LOT I) (403, 1662, 646, 1672)
table-row: Lot VII 8 MW (Load-Following) Roxas (442, 699, 719, 725)
subsection-heading: For the Diesel Plant: (781, 1878, 876, 1888)
definition: FR – Bunker and/or Diesel fuel rate component for the billing period expressed in PhP/kWh (1181, 1481, 1557, 1502)
promulgated-date: September 11, 2025 (284, 213, 363, 221)
definition: LOR – Lube oil rate component for the billing period expressed in PhP/kWh (781, 844, 1095, 854)
formula-equation: VOMR month = VOMR × (PHCPI month / PHCPI base) × (ForEx month / ForEx base) (1202, 466, 1537, 475)
definition: EF PlantTech – Electricity Fee per Technology per month which shall be computed as follows: (781, 634, 1158, 655)
definition: VOMR month – The Variable Operation & Maintenance Rate for the billing period adjusted based on the monthly consumer price index and monthly average Peso-Dollar exchange rate (781, 2003, 1158, 2035)
formula-label: [Formula 4] (942, 1084, 997, 1094)
notice-title: NOTICE OF VIRTUAL HEARING (116, 279, 263, 289)
subsection-heading: COMPETITIVE SELECTION PROCESS (403, 735, 575, 745)
case-date: September 03, 2025 (290, 1600, 363, 1609)
notice-paragraph: Notice is hereby given that on 03 September 2025, the Oriental Mindoro Electric Cooperative, Inc. (ORMECO) and DMCI Power Corporation (DPC) filed a Joint Application, dated 15 July 2025, seeking the Commission's approval of their Power Supply Agreement (PSA), with motions for confidential treatment of information and issuance of provisional authority or interim relief. (17, 318, 363, 373)
case-number: ERC CASE NO. 2025-162 RC (233, 177, 363, 187)
definition: CRR = is the base monthly Capacity Recovery rate at PhP1.0000 per kWh (1181, 104, 1488, 114)
hearing-activity: Determination of compliance with jurisdictional requirements and Expository Presentation (211, 467, 363, 503)
list-item: b. Copy of the Articles of Incorporation and By-laws of DPC as certified by its Corporate Secretary; (811, 77, 1158, 98)
paragraph: 18.1. DPC and ORMECO shall execute a subsidy agreement with NPC-SPUG. (828, 477, 1148, 487)
definition: VOMR month – The adjusted Variable Operation & Maintenance Fee Rate for the Billing period (781, 1387, 1158, 1407)
definition: Average Dispatchable Capacity – Refer to [Formula 18] (1181, 120, 1410, 130)
paragraph: 10. Pursuant to Sections 2 (b) and (c) of EPIRA, Section 4, Article IV of ERC Resolution No. 16, Series of 2023, and in compliance with the requirements of Department of Energy (DOE) as expressed in Department Circular No. DC2023-06-0021, ORMECO initiated and carried out the CSP for the procurement of its 57-MW GDC Power Supply: (403, 752, 750, 806)
definition: FOMR – The base Fixed Operation and Maintenance Rate for the Bunker-Fired Power Plant equivalent to PhP0.6000 per kWh (781, 1158, 1158, 1179)
address-line: Exquadra Tower, 1 Jade Drive (127, 1428, 252, 1438)
definition: CRR = is the base monthly Capacity Recovery rate at PhP1.4000 per kWh (781, 980, 1088, 990)
paragraph: 1. Applicant ORMECO is a non-stock and non-profit electric cooperative duly organized and existing under and by virtue of Philippine laws, with principal office at Brgy. Sta. Isabel, Calapan City, Oriental Mindoro; (17, 1793, 363, 1826)
handwritten-case-no: 2025-162 RC (303, 1589, 363, 1599)
definition: LOR – Lube oil rate component for the billing period expressed in PhP/kWh (781, 2056, 1095, 2066)
definition: QPlantTech – Actual Energy Delivered by the DPC's Bunker-Fired Power Plant and Diesel Generating Units for the billing period (1181, 1524, 1557, 1545)
hearing-schedule-table (17, 452, 363, 541)
formula-label: [Formula 2] (942, 684, 997, 694)
notice-paragraph: Finding the Joint Application to be sufficient in form and with the required fees having been paid, the Commission hereby sets the same for hearing, pursuant to the pertinent rules of the Commission, as follows: (17, 411, 363, 444)
definition: TCF month – Testing and Commissioning Fee for the billing period expressed in Philippine Peso (1181, 1656, 1557, 1677)
definition: LOR – Lube Oil Rate for the Billing Period (781, 1804, 956, 1814)
formula-equation: FOMR month = FOMR × (Average Dispatchable Capacity month / Guaranteed Dependable Capacity month) × (PHCPI month / PHCPI base) (791, 1098, 1149, 1118)
list-item: f. Status of application/ Proof of Application of Connection Agreement from the National Power Corporation (NPC); (811, 194, 1158, 214)
definition: GLOCR – Guaranteed Lube-Oil Consumption Rate of the Diesel Generating Units equivalent to 0.00010 liter per kWh (1181, 934, 1557, 954)
footnote: * Authority granted during the Commission Meeting on 20 August 2025. (17, 1366, 273, 1375)
paragraph: 6. The PSA between DPC and ORMECO, subject of the instant Joint Application, was procured through a Competitive Selection Process (CSP) conducted by ORMECO, pursuant to the ERC 2023 CSP Guidelines. (403, 318, 750, 350)
paragraph: 17. Early COD. Nothing contained in the PSA shall preclude either Party from mutually agreeing to an earlier Commercial Operations Date, provided that (i) the PA or IR has been duly issued by the Honorable Commission, (ii) the GDC is already available for dispatch, and (iii) the GDC is confirmed by ORMECO; (781, 322, 1158, 366)
formula-equation: EF month = [(CRR month + FOMR month) × Billing Determinant] + [(VOMR + FR + LOR) month × Q PlantTech month] − Prompt Payment Discount + VAT (791, 1911, 1149, 1930)
definition: GPCR – Guaranteed Fuel Consumption Rate of the Bunker-Fired power plant equivalent to 0.2200 liter per kWh (781, 1640, 1158, 1662)
signatory-title: Director III, Legal Service (189, 1326, 299, 1336)
definition: GDC month – The total contracted capacity of the Diesel Generating Units equivalent to 1 MW (1181, 136, 1557, 157)
paragraph: 15.2. SELLER's Conditions Precedent. DPC shall submit to ORMECO the following documents, each in form and substance satisfactory to ORMECO, unless waived by ORMECO: (805, 7, 1158, 39)
formula-equation: CRR month = CRR × Average Dependable Capacity month / Guaranteed Dependable Capacity month (1184, 60, 1554, 79)
definition: PHCPI month – Monthly Philippine Consumer Price Index for all income households (All items) as published by the PSA one month before the billing period (1181, 309, 1557, 331)
list-item: 2) The nature of petitioner's interest in the subject matter of the proceeding and the way and manner in which such interest is affected by the issues involved in the proceeding; and (23, 802, 363, 835)
formula-label: [Formula 13] (1339, 870, 1399, 880)
definition: ForEx month – The Peso-Dollar exchange rate as published by the BSP one month before the billing period (1181, 607, 1557, 628)
definition: Where: i = current Billing Month (1300, 2001, 1439, 2012)
lots-table (441, 552, 719, 725)
formula-equation: TCF month = [(VOMR + FR + LOR) month × QPlantTech month] − Prompt Payment Discount + VAT (1185, 1372, 1553, 1392)
definition: TCF month – Testing and Commissioning Fee for the billing period expressed in Philippine Peso (1181, 1417, 1557, 1437)
column-2 (403, 6, 750, 2302)
formula-label: [Formula 18] (1339, 1784, 1399, 1793)
definition: PHCPI base – Monthly Philippine Consumer Price Index for all income households (All items) as published by the PSA one month before the deemed initial COD (781, 1467, 1158, 1488)
subsection-heading: Monthly Adjusted Capacity Recover Rate (CRR month) – This shall be computed as follows: (1181, 16, 1548, 37)
table-header: Platform (134, 452, 210, 467)
formula-label: [Formula 11] (1339, 451, 1399, 461)
notice-paragraph: Likewise, all other persons who may want their views known to the Commission with respect to the subject matter of the case may file through e-mail at docket@erc.ph, copy furnish the Legal Service through legal@erc.ph, their Opposition or Comment thereon at least five (5) calendar days prior to the initial virtual hearing and subject to the requirements under Rule 9 of the ERC Revised Rules of Practice and Procedure. No particular form of Opposition or Comment is required, but the document, letter, or writing should contain the following: (17, 861, 363, 937)
subsection-heading: Bunker Fuel Rate (BFR) – The monthly bunker fuel rate shall be computed in accordance with the following: (781, 1552, 1136, 1573)
formula-label: [Formula 9] (1341, 46, 1397, 56)
definition: FR – Diesel fuel rate component for the billing period expressed in PhP/kWh (781, 2041, 1098, 2051)
definition: VOMR – The base Variable Operation & Maintenance Rate for the diesel plant equivalent to PhP0.4000 per kWh (1181, 527, 1557, 548)
paragraph: 12. Under Section 24 of the Honorable Commission's Implementing Guidelines for the Procurement, Execution, and Evaluation of PSAs, within thirty (30) calendar days from execution of the PSA, the parties thereto shall file with the Commission a joint application for the approval of the said PSA. Hence, this Joint Application for the approval of the PSA between Applicants DPC and ORMECO is respectfully filed. (403, 1586, 750, 1651)
paragraph: 9. In compliance with applicable rules on power procurement, ORMECO conducted a CSP, as a mandatory requirement in ensuring transparency, fairness, and efficiency in the procurement process for a 57-MW Guaranteed Dependable Capacity (GDC) Power Supply, composed of the following: (403, 500, 750, 543)
hearing-time: (Thursday), at nine o'clock in the morning (9:00 A.M.) (22, 517, 130, 538)
formula-label: [Formula 8] (942, 1897, 997, 1907)
city-line: Ortigas Center, Pasig City (136, 1438, 244, 1448)
